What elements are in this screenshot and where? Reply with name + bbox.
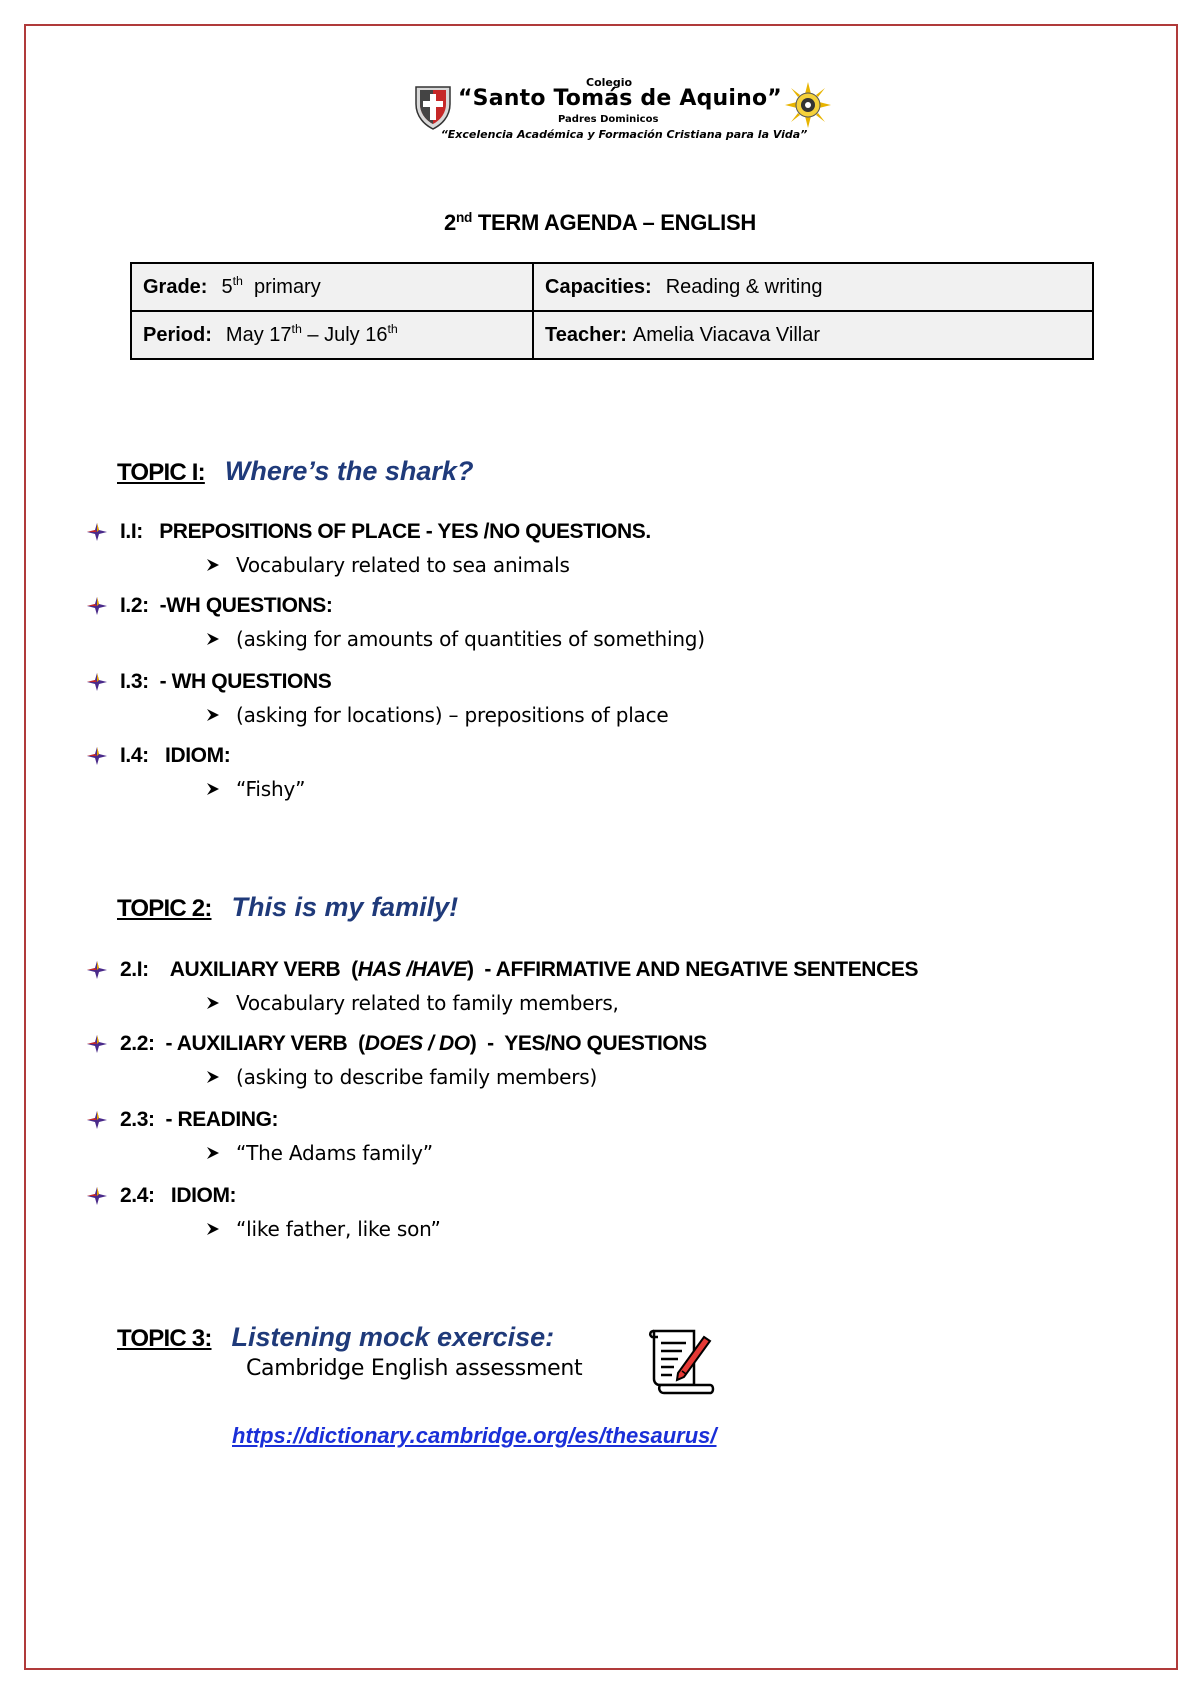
grade-level: primary bbox=[242, 275, 321, 298]
topic-1-item-2 bbox=[86, 594, 333, 618]
arrowhead-icon bbox=[206, 708, 220, 722]
period-start-suffix: th bbox=[291, 322, 302, 337]
period-start: May 17 bbox=[225, 323, 292, 346]
period-cell bbox=[131, 311, 533, 359]
topic-3-label: TOPIC 3: bbox=[117, 1325, 212, 1352]
topic-1-item-2-sub-text: (asking for amounts of quantities of something) bbox=[236, 627, 705, 651]
topic-1-item-4 bbox=[86, 744, 230, 768]
star-bullet-icon bbox=[86, 1034, 108, 1054]
school-shield-icon bbox=[414, 84, 452, 130]
star-bullet-icon bbox=[86, 672, 108, 692]
star-bullet-icon bbox=[86, 1110, 108, 1130]
arrowhead-icon bbox=[206, 1070, 220, 1084]
teacher-value: Amelia Viacava Villar bbox=[632, 323, 821, 346]
period-end: – July 16 bbox=[301, 323, 388, 346]
grade-number: 5 bbox=[221, 275, 233, 298]
info-row-1 bbox=[131, 263, 1093, 311]
school-name: “Santo Tomás de Aquino” bbox=[458, 86, 782, 111]
topic-1-item-4-sub-text: “Fishy” bbox=[236, 777, 306, 801]
topic-2-heading bbox=[117, 892, 458, 932]
topic-2-item-3-sub bbox=[206, 1140, 433, 1165]
star-bullet-icon bbox=[86, 746, 108, 766]
topic-3-name: Listening mock exercise: bbox=[231, 1322, 555, 1352]
period-label: Period: bbox=[143, 323, 212, 346]
course-info-table bbox=[130, 262, 1094, 360]
topic-2-item-4-head: 2.4: IDIOM: bbox=[120, 1184, 237, 1207]
teacher-cell bbox=[533, 311, 1093, 359]
logo-colegio: Colegio bbox=[586, 76, 633, 89]
title-ordinal: 2 bbox=[444, 210, 456, 235]
arrowhead-icon bbox=[206, 782, 220, 796]
topic-2-item-2-sub bbox=[206, 1064, 597, 1089]
logo-padres: Padres Dominicos bbox=[558, 114, 659, 125]
topic-2-item-1-head-a: 2.I: AUXILIARY VERB ( bbox=[120, 958, 358, 981]
topic-2-name: This is my family! bbox=[231, 892, 459, 922]
topic-2-item-1 bbox=[86, 958, 918, 982]
grade-cell bbox=[131, 263, 533, 311]
topic-1-item-3-sub-text: (asking for locations) – prepositions of place bbox=[236, 703, 669, 727]
topic-2-label: TOPIC 2: bbox=[117, 895, 212, 922]
star-bullet-icon bbox=[86, 522, 108, 542]
info-row-2 bbox=[131, 311, 1093, 359]
topic-2-item-3-head: 2.3: - READING: bbox=[120, 1108, 279, 1131]
topic-1-item-3 bbox=[86, 670, 331, 694]
topic-1-item-1-sub-text: Vocabulary related to sea animals bbox=[236, 553, 570, 577]
topic-1-item-2-head: I.2: -WH QUESTIONS: bbox=[120, 594, 333, 617]
star-bullet-icon bbox=[86, 960, 108, 980]
topic-2-item-2-sub-text: (asking to describe family members) bbox=[236, 1065, 598, 1089]
arrowhead-icon bbox=[206, 996, 220, 1010]
topic-2-item-2-head-b: ) - YES/NO QUESTIONS bbox=[469, 1032, 707, 1055]
topic-2-item-2-head-italic: DOES / DO bbox=[364, 1032, 470, 1055]
topic-3-subtitle: Cambridge English assessment bbox=[246, 1356, 583, 1381]
capacities-label: Capacities: bbox=[545, 275, 652, 298]
topic-2-item-1-head-italic: HAS /HAVE bbox=[357, 958, 467, 981]
title-ordinal-suffix: nd bbox=[455, 209, 473, 225]
period-end-suffix: th bbox=[387, 322, 398, 337]
topic-1-label: TOPIC I: bbox=[117, 459, 205, 486]
capacities-cell bbox=[533, 263, 1093, 311]
topic-2-item-4 bbox=[86, 1184, 236, 1208]
topic-2-item-2 bbox=[86, 1032, 707, 1056]
page-title bbox=[0, 210, 1200, 236]
grade-suffix: th bbox=[232, 274, 243, 289]
capacities-value: Reading & writing bbox=[665, 275, 823, 298]
topic-1-item-3-sub bbox=[206, 702, 669, 727]
topic-1-item-1-head: I.I: PREPOSITIONS OF PLACE - YES /NO QUESTIONS. bbox=[120, 520, 651, 543]
topic-2-item-4-sub bbox=[206, 1216, 441, 1241]
topic-2-item-1-sub bbox=[206, 990, 619, 1015]
arrowhead-icon bbox=[206, 1222, 220, 1236]
dominican-sun-seal-icon bbox=[785, 82, 831, 128]
scroll-pen-icon bbox=[646, 1325, 718, 1397]
school-motto: “Excelencia Académica y Formación Cristiana para la Vida” bbox=[440, 128, 808, 141]
teacher-label: Teacher: bbox=[545, 323, 627, 346]
star-bullet-icon bbox=[86, 1186, 108, 1206]
school-logo bbox=[414, 74, 834, 154]
topic-2-item-1-head-b: ) - AFFIRMATIVE AND NEGATIVE SENTENCES bbox=[466, 958, 919, 981]
topic-2-item-1-sub-text: Vocabulary related to family members, bbox=[236, 991, 619, 1015]
topic-1-item-1 bbox=[86, 520, 651, 544]
cambridge-thesaurus-link[interactable]: https://dictionary.cambridge.org/es/thesaurus/ bbox=[232, 1423, 717, 1448]
topic-1-item-1-sub bbox=[206, 552, 570, 577]
topic-1-item-4-sub bbox=[206, 776, 305, 801]
topic-1-name: Where’s the shark? bbox=[224, 456, 474, 486]
topic-2-item-3-sub-text: “The Adams family” bbox=[236, 1141, 433, 1165]
topic-1-heading bbox=[117, 456, 473, 496]
star-bullet-icon bbox=[86, 596, 108, 616]
topic-1-item-2-sub bbox=[206, 626, 705, 651]
topic-2-item-3 bbox=[86, 1108, 278, 1132]
title-text: TERM AGENDA – ENGLISH bbox=[472, 210, 756, 235]
grade-label: Grade: bbox=[143, 275, 208, 298]
topic-1-item-4-head: I.4: IDIOM: bbox=[120, 744, 231, 767]
arrowhead-icon bbox=[206, 558, 220, 572]
arrowhead-icon bbox=[206, 632, 220, 646]
arrowhead-icon bbox=[206, 1146, 220, 1160]
topic-1-item-3-head: I.3: - WH QUESTIONS bbox=[120, 670, 332, 693]
topic-2-item-4-sub-text: “like father, like son” bbox=[236, 1217, 441, 1241]
topic-2-item-2-head-a: 2.2: - AUXILIARY VERB ( bbox=[120, 1032, 365, 1055]
